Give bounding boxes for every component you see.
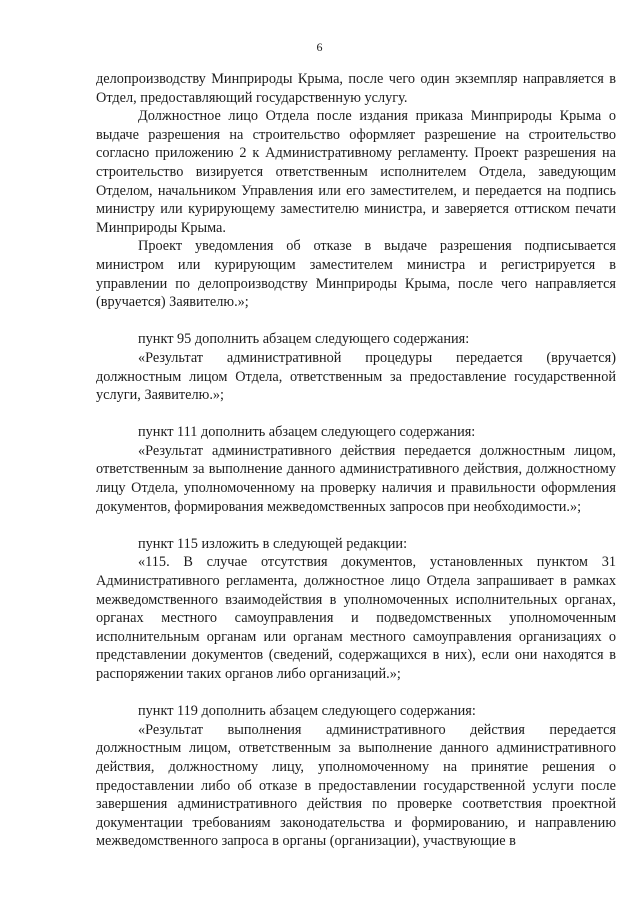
amendment-instruction: пункт 119 дополнить абзацем следующего содержания:: [138, 703, 476, 720]
paragraph: делопроизводству Минприроды Крыма, после чего один экземпляр направляется в Отдел, предоставляющий государственную услугу.: [96, 71, 616, 106]
page-number: 6: [316, 40, 323, 54]
quoted-paragraph: «Результат административной процедуры передается (вручается) должностным лицом Отдела, ответственным за предоставление государственной услуги, Заявителю.»;: [96, 349, 616, 404]
quoted-paragraph: «Результат административного действия передается должностным лицом, ответственным за выполнение данного административного действия, должностному лицу Отдела, уполномоченному на проверку наличия и правильности оформления документов, формирования межведомственных запросов при необходимости.»;: [96, 442, 616, 515]
paragraph: Должностное лицо Отдела после издания приказа Минприроды Крыма о выдаче разрешения на строительство оформляет разрешение на строительство согласно приложению 2 к Административному регламенту. Проект разрешения на строительство визируется ответственным исполнителем Отдела, заведующим Отделом, начальником Управления или его заместителем, и передается на подпись министру или курирующему заместителю министра, и заверяется оттиском печати Минприроды Крыма.: [96, 108, 616, 236]
quoted-paragraph: «115. В случае отсутствия документов, установленных пунктом 31 Административного регламента, должностное лицо Отдела запрашивает в рамках межведомственного взаимодействия в уполномоченных исполнительных органах, органах местного самоуправления и подведомственных уполномоченным исполнительным органам или органам местного самоуправления организациях о представлении документов (сведений, содержащихся в них), если они находятся в распоряжении таких органов либо организаций.»;: [96, 554, 616, 682]
amendment-instruction: пункт 111 дополнить абзацем следующего содержания:: [138, 424, 476, 441]
amendment-instruction: пункт 115 изложить в следующей редакции:: [138, 535, 408, 552]
quoted-paragraph: «Результат выполнения административного действия передается должностным лицом, ответственным за выполнение данного административного действия, должностному лицу, уполномоченному на принятие решения о предоставлении либо об отказе в предоставлении государственной услуги после завершения административного действия по проверке соответствия проектной документации требованиям законодательства и формированию, и направлению межведомственного запроса в органы (организации), участвующие в: [96, 721, 616, 850]
document-body: [96, 70, 616, 851]
paragraph: Проект уведомления об отказе в выдаче разрешения подписывается министром или курирующим заместителем министра и регистрируется в управлении по делопроизводству Минприроды Крыма, после чего направляется (вручается) Заявителю.»;: [96, 238, 616, 311]
amendment-instruction: пункт 95 дополнить абзацем следующего содержания:: [138, 331, 470, 348]
